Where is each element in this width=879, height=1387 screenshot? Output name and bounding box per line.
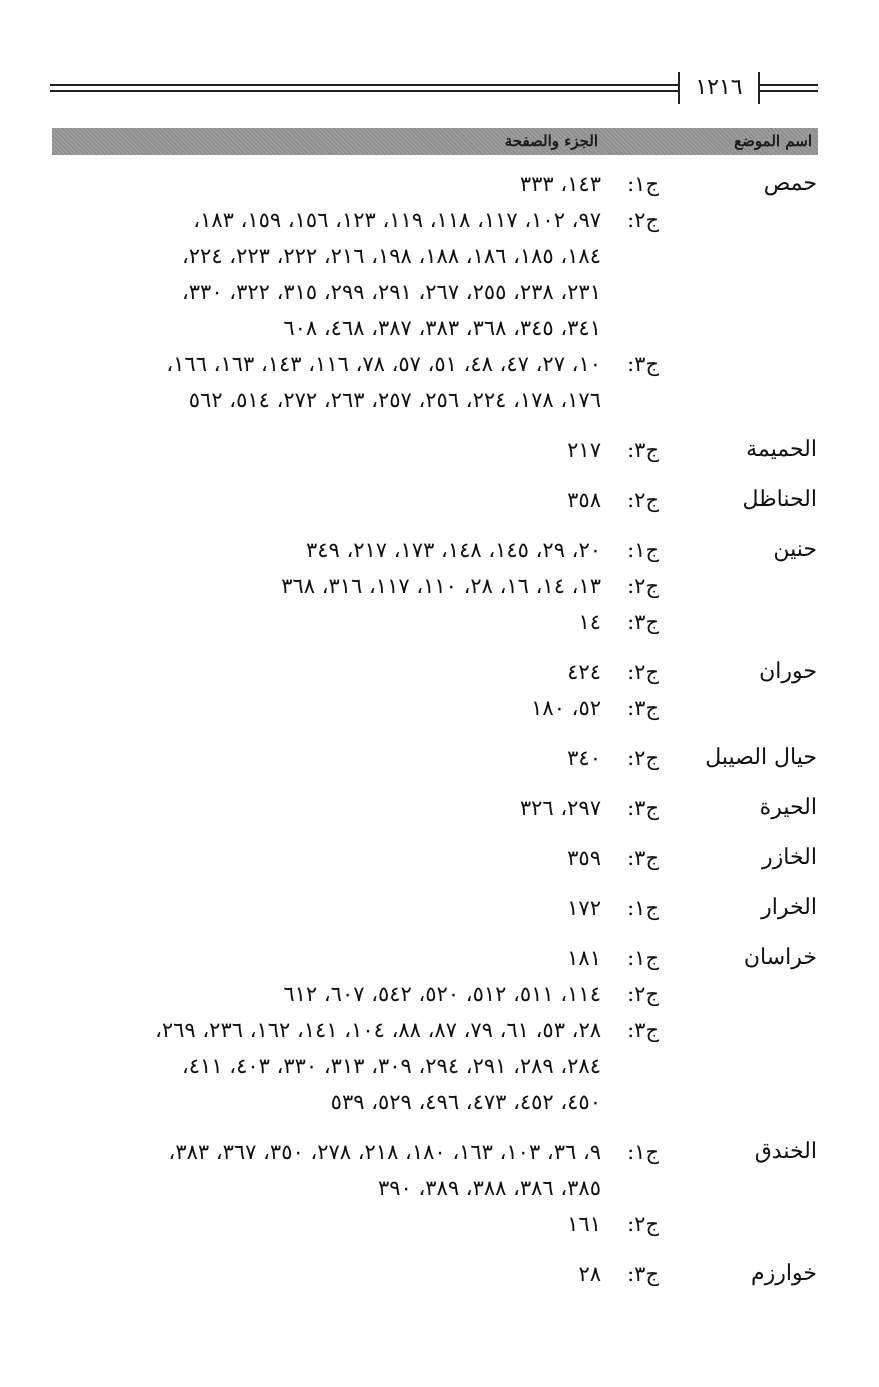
page-references: ٤٢٤ [567, 660, 601, 684]
volume-label: ج٣: [627, 846, 659, 870]
volume-label: ج٣: [627, 438, 659, 462]
page-references: ٢٩٧، ٣٢٦ [519, 796, 601, 820]
index-entry [0, 790, 879, 826]
volume-line [0, 604, 879, 640]
header-rule-left [50, 84, 678, 92]
page-references: ٢٠، ٢٩، ١٤٥، ١٤٨، ١٧٣، ٢١٧، ٣٤٩ [305, 538, 601, 562]
page-references: ١٠، ٢٧، ٤٧، ٤٨، ٥١، ٥٧، ٧٨، ١١٦، ١٤٣، ١٦٣، ١٦٦، ١٧٦، ١٧٨، ٢٢٤، ٢٥٦، ٢٥٧، ٢٦٣، ٢٧٢، ٥١٤، ٥٦٢ [166, 352, 601, 412]
page-references: ١٤ [578, 610, 601, 634]
place-name: حيال الصيبل [705, 745, 817, 770]
volume-label: ج١: [627, 896, 659, 920]
volume-label: ج٣: [627, 796, 659, 820]
page-references: ١٤٣، ٣٣٣ [519, 172, 601, 196]
place-name: خوارزم [751, 1261, 817, 1286]
volume-label: ج٣: [627, 696, 659, 720]
volume-label: ج٢: [627, 982, 659, 1006]
volume-line [0, 568, 879, 604]
volume-line [0, 690, 879, 726]
column-header-place: اسم الموضع [734, 132, 812, 150]
volume-label: ج٣: [627, 1018, 659, 1042]
page-references: ٣٥٩ [567, 846, 601, 870]
page-references: ٢٨، ٥٣، ٦١، ٧٩، ٨٧، ٨٨، ١٠٤، ١٤١، ١٦٢، ٢٣٦، ٢٦٩، ٢٨٤، ٢٨٩، ٢٩١، ٢٩٤، ٣٠٩، ٣١٣، ٣٣٠، ٤٠٣، ٤١١، ٤٥٠، ٤٥٢، ٤٧٣، ٤٩٦، ٥٢٩، ٥٣٩ [155, 1018, 601, 1114]
place-name: الحميمة [746, 437, 817, 462]
index-entry [0, 654, 879, 726]
page-references: ٢١٧ [567, 438, 601, 462]
index-entry [0, 740, 879, 776]
place-name: حوران [759, 659, 817, 684]
place-name: الحيرة [759, 795, 817, 820]
page-references: ٣٥٨ [567, 488, 601, 512]
volume-label: ج٢: [627, 208, 659, 232]
page-references: ٥٢، ١٨٠ [531, 696, 601, 720]
index-entry [0, 1256, 879, 1292]
place-name: خراسان [743, 945, 817, 970]
volume-label: ج٢: [627, 660, 659, 684]
index-entry [0, 840, 879, 876]
volume-label: ج١: [627, 946, 659, 970]
page-references: ١٦١ [567, 1212, 601, 1236]
page-references: ١٧٢ [567, 896, 601, 920]
page-references: ١١٤، ٥١١، ٥١٢، ٥٢٠، ٥٤٢، ٦٠٧، ٦١٢ [283, 982, 601, 1006]
page-references: ٢٨ [578, 1262, 601, 1286]
page-references: ٩٧، ١٠٢، ١١٧، ١١٨، ١١٩، ١٢٣، ١٥٦، ١٥٩، ١٨٣، ١٨٤، ١٨٥، ١٨٦، ١٨٨، ١٩٨، ٢١٦، ٢٢٢، ٢٢٣، ٢٢٤، ٢٣١، ٢٣٨، ٢٥٥، ٢٦٧، ٢٩١، ٢٩٩، ٣١٥، ٣٢٢، ٣٣٠، ٣٤١، ٣٤٥، ٣٦٨، ٣٨٣، ٣٨٧، ٤٦٨، ٦٠٨ [182, 208, 601, 340]
column-header-volume-page: الجزء والصفحة [504, 132, 598, 150]
index-entry [0, 890, 879, 926]
column-header-bar [52, 128, 818, 155]
index-entry [0, 482, 879, 518]
index-entry [0, 532, 879, 640]
page-references: ١٣، ١٤، ١٦، ٢٨، ١١٠، ١١٧، ٣١٦، ٣٦٨ [281, 574, 601, 598]
page-references: ٣٤٠ [567, 746, 601, 770]
volume-line [0, 976, 879, 1012]
index-entry [0, 940, 879, 1120]
place-name: حمص [763, 171, 817, 196]
volume-label: ج٢: [627, 488, 659, 512]
volume-label: ج١: [627, 172, 659, 196]
volume-label: ج١: [627, 1140, 659, 1164]
volume-line [0, 1206, 879, 1242]
volume-label: ج٣: [627, 1262, 659, 1286]
place-name: الخازر [762, 845, 817, 870]
page-references: ٩، ٣٦، ١٠٣، ١٦٣، ١٨٠، ٢١٨، ٢٧٨، ٣٥٠، ٣٦٧، ٣٨٣، ٣٨٥، ٣٨٦، ٣٨٨، ٣٨٩، ٣٩٠ [168, 1140, 601, 1200]
volume-label: ج٣: [627, 352, 659, 376]
volume-label: ج٢: [627, 746, 659, 770]
volume-label: ج٣: [627, 610, 659, 634]
page-number: ١٢١٦ [678, 72, 760, 104]
place-name: الخرار [761, 895, 817, 920]
volume-label: ج١: [627, 538, 659, 562]
place-name: حنين [773, 537, 817, 562]
index-entry [0, 432, 879, 468]
volume-label: ج٢: [627, 1212, 659, 1236]
place-name: الخندق [754, 1139, 817, 1164]
header-rule-right [760, 84, 818, 92]
place-name: الحناظل [742, 487, 817, 512]
page-references: ١٨١ [567, 946, 601, 970]
index-entries [0, 166, 879, 1306]
index-entry [0, 166, 879, 418]
volume-line [0, 346, 879, 418]
volume-line [0, 202, 879, 346]
volume-line [0, 1012, 879, 1120]
index-entry [0, 1134, 879, 1242]
volume-label: ج٢: [627, 574, 659, 598]
